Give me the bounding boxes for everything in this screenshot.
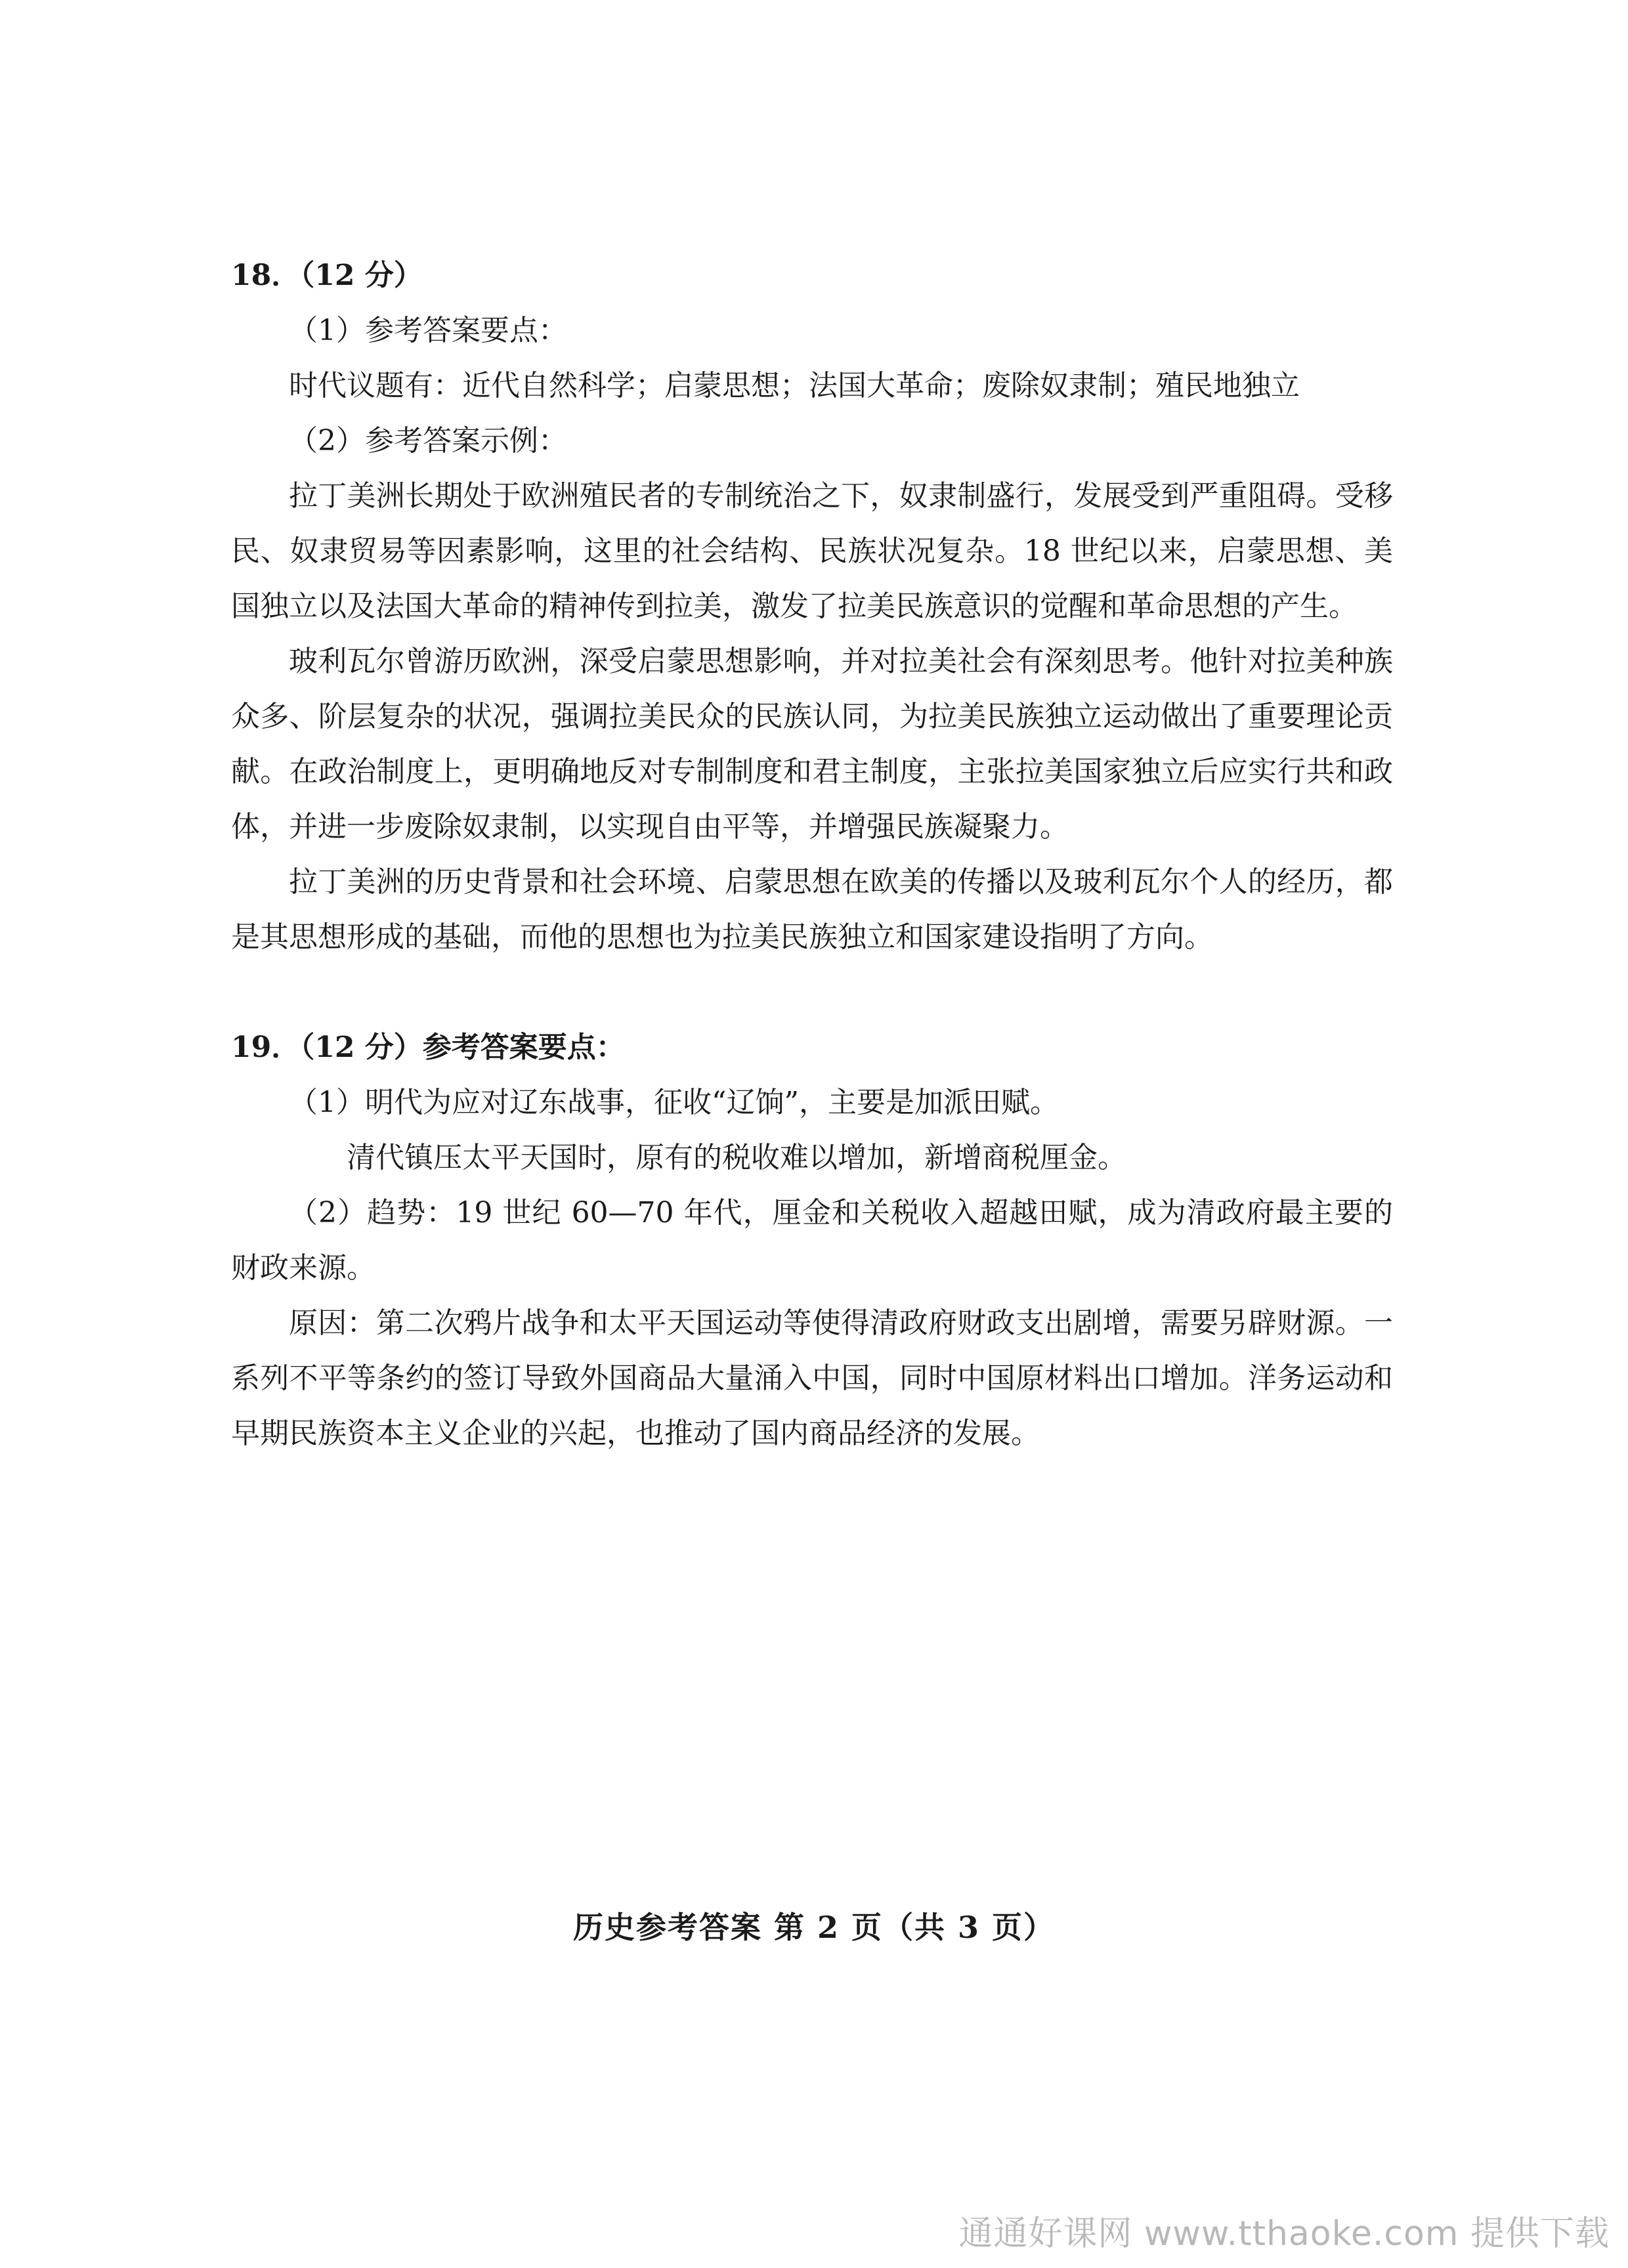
question-19-reason-text: 原因：第二次鸦片战争和太平天国运动等使得清政府财政支出剧增，需要另辟财源。一系列不平等条约的签订导致外国商品大量涌入中国，同时中国原材料出口增加。洋务运动和早期民族资本主义企业的兴起，也推动了国内商品经济的发展。 — [231, 1306, 1393, 1450]
question-18-title: 18．（12 分） — [231, 259, 423, 292]
question-18 — [231, 248, 1393, 965]
question-19-part2-text: （2）趋势：19 世纪 60—70 年代，厘金和关税收入超越田赋，成为清政府最主要的财政来源。 — [231, 1196, 1393, 1285]
question-19 — [231, 1020, 1393, 1461]
question-19-title: 19．（12 分）参考答案要点： — [231, 1031, 625, 1064]
question-18-part1-label: （1）参考答案要点： — [289, 314, 567, 347]
question-18-paragraph-1: 拉丁美洲长期处于欧洲殖民者的专制统治之下，奴隶制盛行，发展受到严重阻碍。受移民、奴隶贸易等因素影响，这里的社会结构、民族状况复杂。18 世纪以来，启蒙思想、美国独立以及法国大革命的精神传到拉美，激发了拉美民族意识的觉醒和革命思想的产生。 — [231, 479, 1393, 623]
question-19-part1-line2: 清代镇压太平天国时，原有的税收难以增加，新增商税厘金。 — [347, 1141, 1126, 1174]
answer-content — [231, 248, 1393, 1461]
watermark: 通通好课网 www.tthaoke.com 提供下载 — [958, 2214, 1610, 2254]
question-18-part2-label: （2）参考答案示例： — [289, 424, 567, 458]
section-gap — [231, 965, 1393, 1020]
question-19-part1-line1: （1）明代为应对辽东战事，征收“辽饷”，主要是加派田赋。 — [289, 1086, 1059, 1119]
question-18-paragraph-2: 玻利瓦尔曾游历欧洲，深受启蒙思想影响，并对拉美社会有深刻思考。他针对拉美种族众多、阶层复杂的状况，强调拉美民众的民族认同，为拉美民族独立运动做出了重要理论贡献。在政治制度上，更明确地反对专制制度和君主制度，主张拉美国家独立后应实行共和政体，并进一步废除奴隶制，以实现自由平等，并增强民族凝聚力。 — [231, 645, 1393, 844]
page-footer: 历史参考答案 第 2 页（共 3 页） — [572, 1910, 1056, 1945]
question-18-paragraph-3: 拉丁美洲的历史背景和社会环境、启蒙思想在欧美的传播以及玻利瓦尔个人的经历，都是其思想形成的基础，而他的思想也为拉美民族独立和国家建设指明了方向。 — [231, 865, 1393, 954]
question-18-part1-text: 时代议题有：近代自然科学；启蒙思想；法国大革命；废除奴隶制；殖民地独立 — [289, 369, 1300, 402]
